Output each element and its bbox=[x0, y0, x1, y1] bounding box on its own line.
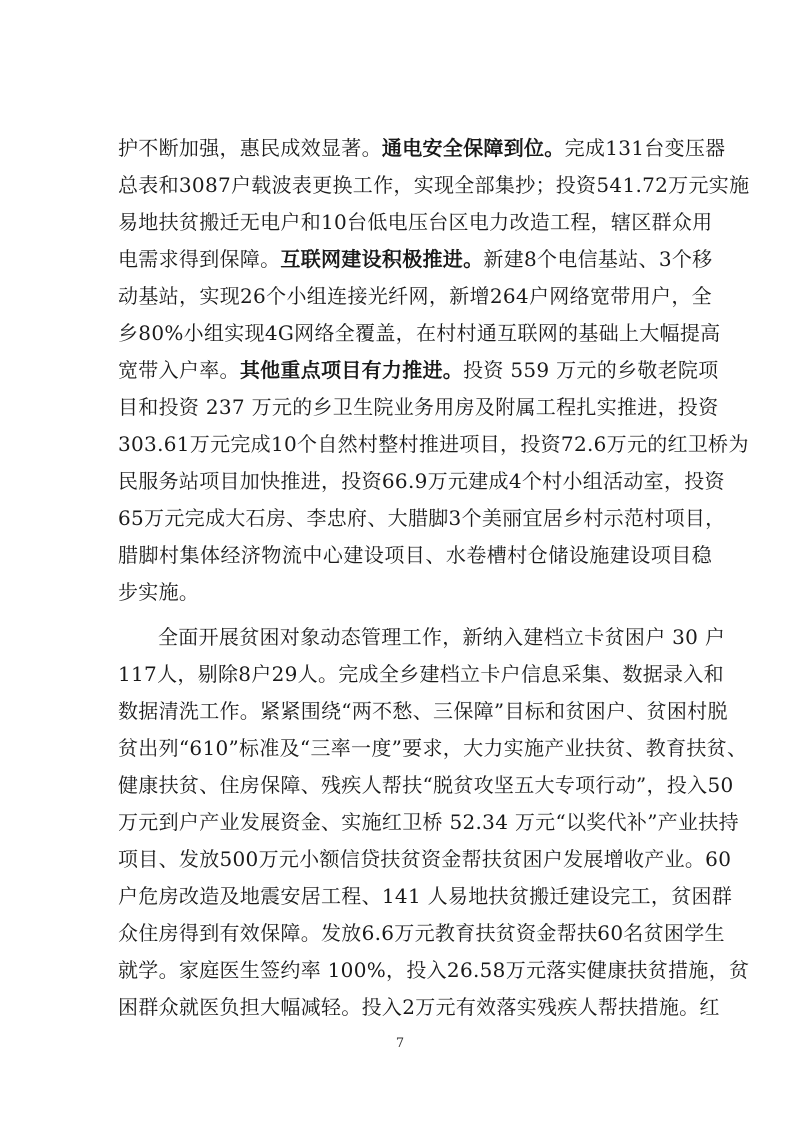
text-segment: 民服务站项目加快推进，投资66.9万元建成4个村小组活动室，投资 bbox=[118, 469, 725, 493]
text-line bbox=[118, 952, 750, 989]
text-segment: 全面开展贫困对象动态管理工作，新纳入建档立卡贫困户 30 户 bbox=[158, 625, 726, 649]
text-line bbox=[118, 841, 732, 878]
paragraph-infrastructure bbox=[118, 130, 750, 611]
text-segment: 户危房改造及地震安居工程、141 人易地扶贫搬迁建设完工，贫困群 bbox=[118, 884, 733, 908]
text-segment: 目和投资 237 万元的乡卫生院业务用房及附属工程扎实推进，投资 bbox=[118, 395, 719, 419]
text-segment: 就学。家庭医生签约率 100%，投入26.58万元落实健康扶贫措施，贫 bbox=[118, 958, 750, 982]
text-segment: 项目、发放500万元小额信贷扶贫资金帮扶贫困户发展增收产业。60 bbox=[118, 847, 732, 871]
text-line bbox=[118, 463, 725, 500]
text-line bbox=[118, 804, 739, 841]
text-segment: 步实施。 bbox=[118, 580, 200, 604]
text-line bbox=[118, 730, 748, 767]
text-line bbox=[118, 656, 724, 693]
text-line bbox=[118, 389, 719, 426]
text-segment: 投资 559 万元的乡敬老院项 bbox=[463, 358, 719, 382]
text-segment: 健康扶贫、住房保障、残疾人帮扶“脱贫攻坚五大专项行动”，投入50 bbox=[118, 773, 734, 797]
text-segment: 新建8个电信基站、3个移 bbox=[483, 247, 713, 271]
text-segment: 数据清洗工作。紧紧围绕“两不愁、三保障”目标和贫困户、贫困村脱 bbox=[118, 699, 728, 723]
page-number: 7 bbox=[395, 1036, 405, 1051]
text-line bbox=[118, 500, 726, 537]
text-line bbox=[118, 241, 712, 278]
text-line bbox=[118, 878, 733, 915]
text-line bbox=[118, 693, 728, 730]
text-segment: 动基站，实现26个小组连接光纤网，新增264户网络宽带用户，全 bbox=[118, 284, 712, 308]
text-segment: 303.61万元完成10个自然村整村推进项目，投资72.6万元的红卫桥为 bbox=[118, 432, 749, 456]
text-line bbox=[118, 574, 712, 611]
paragraph-gap bbox=[118, 611, 712, 619]
text-segment: 宽带入户率。 bbox=[118, 358, 240, 382]
text-line bbox=[118, 315, 721, 352]
text-segment: 65万元完成大石房、李忠府、大腊脚3个美丽宜居乡村示范村项目， bbox=[118, 506, 726, 530]
text-line bbox=[118, 352, 719, 389]
text-line bbox=[118, 619, 726, 656]
text-line bbox=[118, 167, 750, 204]
text-line bbox=[118, 130, 726, 167]
text-segment: 贫出列“610”标准及“三率一度”要求，大力实施产业扶贫、教育扶贫、 bbox=[118, 736, 748, 760]
text-line bbox=[118, 426, 749, 463]
text-segment: 众住房得到有效保障。发放6.6万元教育扶贫资金帮扶60名贫困学生 bbox=[118, 921, 725, 945]
text-line bbox=[118, 989, 720, 1026]
bold-heading-phrase: 其他重点项目有力推进。 bbox=[239, 358, 464, 382]
bold-heading-phrase: 互联网建设积极推进。 bbox=[280, 247, 484, 271]
text-line bbox=[118, 767, 734, 804]
text-segment: 腊脚村集体经济物流中心建设项目、水卷槽村仓储设施建设项目稳 bbox=[118, 543, 712, 567]
text-segment: 易地扶贫搬迁无电户和10台低电压台区电力改造工程，辖区群众用 bbox=[118, 210, 713, 234]
text-segment: 总表和3087户载波表更换工作，实现全部集抄；投资541.72万元实施 bbox=[118, 173, 750, 197]
text-segment: 万元到户产业发展资金、实施红卫桥 52.34 万元“以奖代补”产业扶持 bbox=[118, 810, 739, 834]
text-segment: 117人，剔除8户29人。完成全乡建档立卡户信息采集、数据录入和 bbox=[118, 662, 724, 686]
document-body bbox=[118, 130, 750, 1026]
text-line bbox=[118, 204, 712, 241]
text-segment: 完成131台变压器 bbox=[564, 136, 726, 160]
text-line bbox=[118, 915, 725, 952]
bold-heading-phrase: 通电安全保障到位。 bbox=[381, 136, 565, 160]
text-line bbox=[118, 537, 712, 574]
text-segment: 乡80%小组实现4G网络全覆盖，在村村通互联网的基础上大幅提高 bbox=[118, 321, 721, 345]
text-segment: 电需求得到保障。 bbox=[118, 247, 281, 271]
text-segment: 护不断加强，惠民成效显著。 bbox=[118, 136, 382, 160]
paragraph-poverty-alleviation bbox=[118, 619, 750, 1026]
text-segment: 困群众就医负担大幅减轻。投入2万元有效落实残疾人帮扶措施。红 bbox=[118, 995, 720, 1019]
text-line bbox=[118, 278, 712, 315]
